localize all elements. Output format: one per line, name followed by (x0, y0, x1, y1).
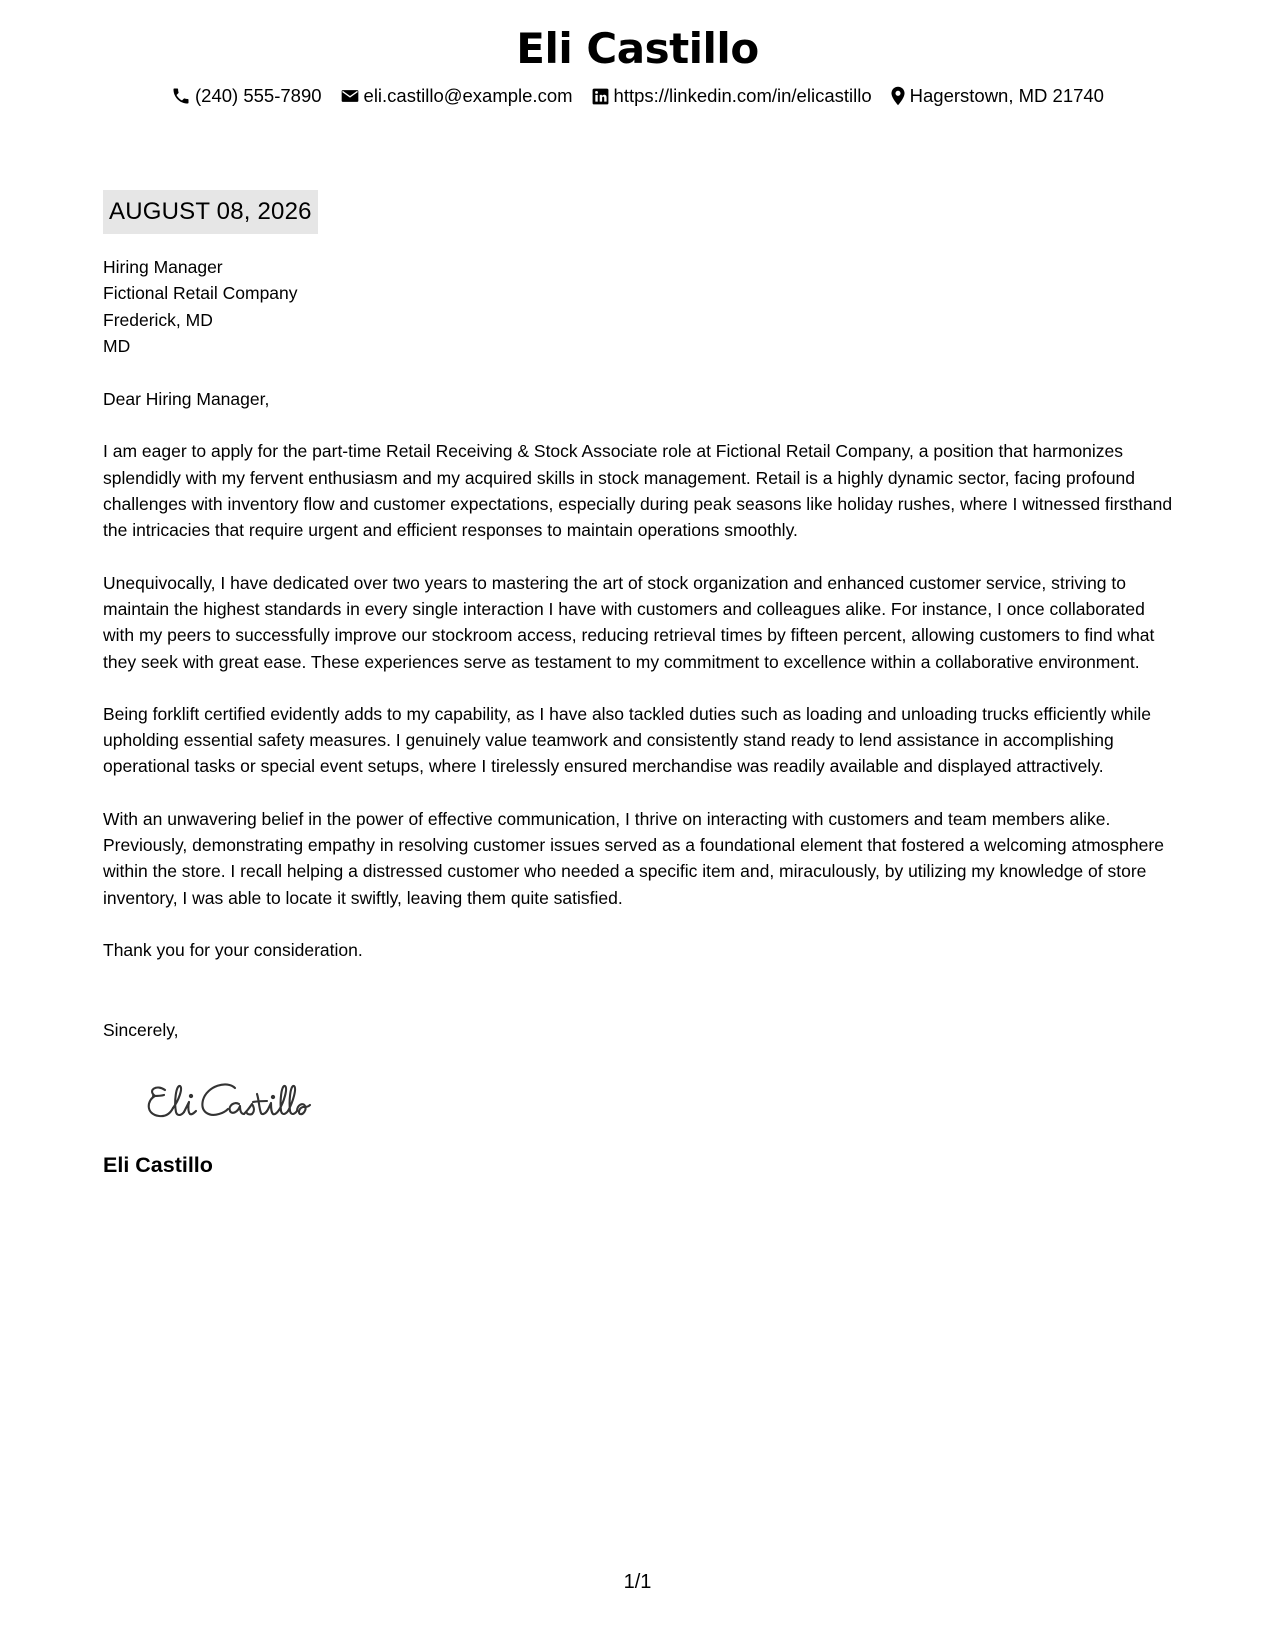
body-paragraph-3: Being forklift certified evidently adds to my capability, as I have also tackled duties such as loading and unloading trucks efficiently while upholding essential safety measures. I genuinely value teamwork and consistently stand ready to lend assistance in accomplishing operational tasks or special event setups, where I tirelessly ensured merchandise was readily available and displayed attractively. (103, 703, 1151, 777)
recipient-company: Fictional Retail Company (103, 283, 298, 304)
recipient-block (103, 254, 1178, 359)
body-paragraph-1: I am eager to apply for the part-time Retail Receiving & Stock Associate role at Fictional Retail Company, a position that harmonizes splendidly with my fervent enthusiasm and my acquired skills in stock management. Retail is a highly dynamic sector, facing profound challenges with inventory flow and customer expectations, especially during peak seasons like holiday rushes, where I witnessed firsthand the intricacies that require urgent and efficient responses to maintain operations smoothly. (103, 441, 1173, 541)
handwritten-signature (143, 1074, 1178, 1130)
letter-date: AUGUST 08, 2026 (103, 190, 318, 234)
linkedin-icon (591, 87, 610, 106)
letter-body (103, 190, 1178, 1180)
recipient-state: MD (103, 335, 131, 356)
phone-text: (240) 555-7890 (195, 85, 322, 106)
linkedin-text: https://linkedin.com/in/elicastillo (613, 85, 872, 106)
envelope-icon (340, 86, 360, 106)
phone-icon (171, 86, 191, 106)
body-paragraph-2: Unequivocally, I have dedicated over two years to mastering the art of stock organization and enhanced customer service, striving to maintain the highest standards in every single interaction I have with customers and colleagues alike. For instance, I once collaborated with my peers to successfully improve our stockroom access, reducing retrieval times by fifteen percent, allowing customers to find what they seek with great ease. These experiences serve as testament to my commitment to excellence within a collaborative environment. (103, 572, 1155, 672)
contact-location (890, 83, 1104, 109)
map-marker-icon (890, 86, 906, 106)
signer-name: Eli Castillo (103, 1152, 213, 1177)
letter-header (0, 18, 1275, 109)
salutation: Dear Hiring Manager, (103, 389, 270, 410)
contact-email[interactable] (340, 83, 573, 109)
contact-info (0, 83, 1275, 109)
body-paragraph-4: With an unwavering belief in the power of effective communication, I thrive on interacting with customers and team members alike. Previously, demonstrating empathy in resolving customer issues served as a foundational element that fostered a welcoming atmosphere within the store. I recall helping a distressed customer who needed a specific item and, miraculously, by utilizing my knowledge of store inventory, I was able to locate it swiftly, leaving them quite satisfied. (103, 808, 1164, 908)
contact-linkedin[interactable] (591, 83, 872, 109)
applicant-name: Eli Castillo (516, 24, 759, 73)
location-text: Hagerstown, MD 21740 (909, 85, 1104, 106)
closing-thanks: Thank you for your consideration. (103, 939, 363, 960)
recipient-title: Hiring Manager (103, 257, 223, 277)
page-number: 1/1 (623, 1571, 652, 1593)
recipient-city: Frederick, MD (103, 309, 213, 330)
contact-phone (171, 83, 322, 109)
signoff: Sincerely, (103, 1020, 179, 1041)
email-text: eli.castillo@example.com (363, 85, 573, 106)
